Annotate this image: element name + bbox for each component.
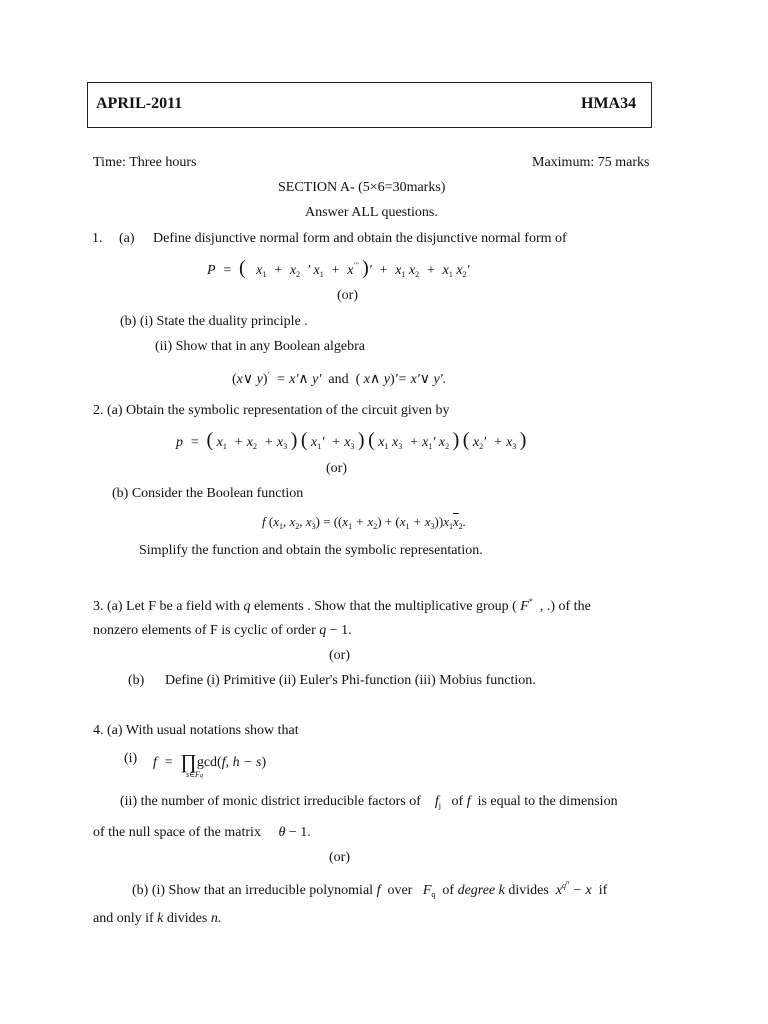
q4-product-formula: f = ∏gcd(f, h − s) [153, 751, 267, 773]
q4-ii-line2-text: of the null space of the matrix [93, 825, 261, 840]
and-word: and [328, 372, 349, 387]
or-1: (or) [337, 288, 358, 303]
q1-number: 1. [92, 231, 103, 246]
q4-b-line2-text-1: and only if [93, 911, 154, 926]
q4-b-line2-text-2: divides [166, 911, 208, 926]
q3-a-line2-text: nonzero elements of F is cyclic of order [93, 623, 316, 638]
or-4: (or) [329, 850, 350, 865]
q1-formula: P = ( $x_1 + x_2$ ' $x_1 + x'''$ )' + $x_1$ $x_2 + x_1$ $x_2'$ [207, 257, 470, 279]
q3-a-line1: 3. (a) Let F be a field with q elements . Show that the multiplicative group ( F* , .) of the [93, 597, 591, 614]
section-title: SECTION A- (5×6=30marks) [278, 180, 446, 195]
q2-simplify: Simplify the function and obtain the symbolic representation. [139, 543, 483, 558]
q4-b-text-3: of [442, 883, 455, 898]
exam-code: HMA34 [581, 95, 637, 112]
q4-ii-line1: (ii) the number of monic district irreducible factors of $f_j$ of f is equal to the dimension [120, 794, 618, 810]
q4-ii-text-2: of [451, 794, 464, 809]
or-2: (or) [326, 461, 347, 476]
q4-b-text-2: over [387, 883, 413, 898]
q4-product-index: s∈Fq [186, 770, 203, 779]
q3-a-text-1: 3. (a) Let F be a field with [93, 599, 240, 614]
q1-b-line1: (b) (i) State the duality principle . [120, 314, 308, 329]
q4-i-label: (i) [124, 751, 138, 766]
exam-date: APRIL-2011 [96, 95, 183, 112]
q2-b-text: (b) Consider the Boolean function [112, 486, 304, 501]
q3-a-text-3: , .) of the [539, 599, 591, 614]
q4-b-line2-n: n. [210, 911, 222, 926]
q4-b-line2-k: k [157, 911, 164, 926]
q1-a-text: Define disjunctive normal form and obtain the disjunctive normal form of [153, 231, 567, 246]
q4-b-degree: degree k [457, 883, 505, 898]
q4-b-text-4: divides [508, 883, 549, 898]
instruction: Answer ALL questions. [305, 205, 438, 220]
q1-b-line2: (ii) Show that in any Boolean algebra [155, 339, 365, 354]
q1-a-label: (a) [119, 231, 135, 246]
q4-a-text: 4. (a) With usual notations show that [93, 723, 299, 738]
q4-b-text-5: if [598, 883, 608, 898]
q4-ii-text-1: (ii) the number of monic district irreducible factors of [120, 794, 421, 809]
q4-ii-line2: of the null space of the matrix θ − 1. [93, 825, 311, 840]
max-marks-label: Maximum: 75 marks [532, 155, 650, 170]
q4-b-text-1: (b) (i) Show that an irreducible polynomial [132, 883, 374, 898]
q2-a-text: 2. (a) Obtain the symbolic representation of the circuit given by [93, 403, 450, 418]
or-3: (or) [329, 648, 350, 663]
q3-a-line2: nonzero elements of F is cyclic of order q − 1. [93, 623, 352, 638]
q2-boolean-function: f ($x_1$, $x_2$, $x_3) = ((x_1 + x_2) + (x_1 + x_3))x_1\overline{x}_2$. [262, 514, 467, 531]
q3-a-text-2: elements . Show that the multiplicative group ( [253, 599, 517, 614]
q3-b-text: Define (i) Primitive (ii) Euler's Phi-function (iii) Mobius function. [165, 673, 536, 688]
q4-b-line2 [93, 911, 221, 927]
q2-circuit-formula: p = ( $x_1 + x_2 + x_3$ ) ( $x_1' + x_3$ ) ( $x_1$ $x_3 + x_1'$ $x_2$ ) ( $x_2' + x_3$ ) [176, 429, 527, 451]
time-label: Time: Three hours [93, 155, 197, 170]
q1-duality-formula: (x∨ y)′ = x'∧ y' and ( x∧ y)'= x'∨ y'. [232, 370, 447, 387]
q3-b-label: (b) [128, 673, 145, 688]
q4-b-line1: (b) (i) Show that an irreducible polynomial f over $F_q$ of degree k divides $x^{q^n} - x$ if [132, 880, 608, 899]
q4-ii-text-3: is equal to the dimension [477, 794, 618, 809]
